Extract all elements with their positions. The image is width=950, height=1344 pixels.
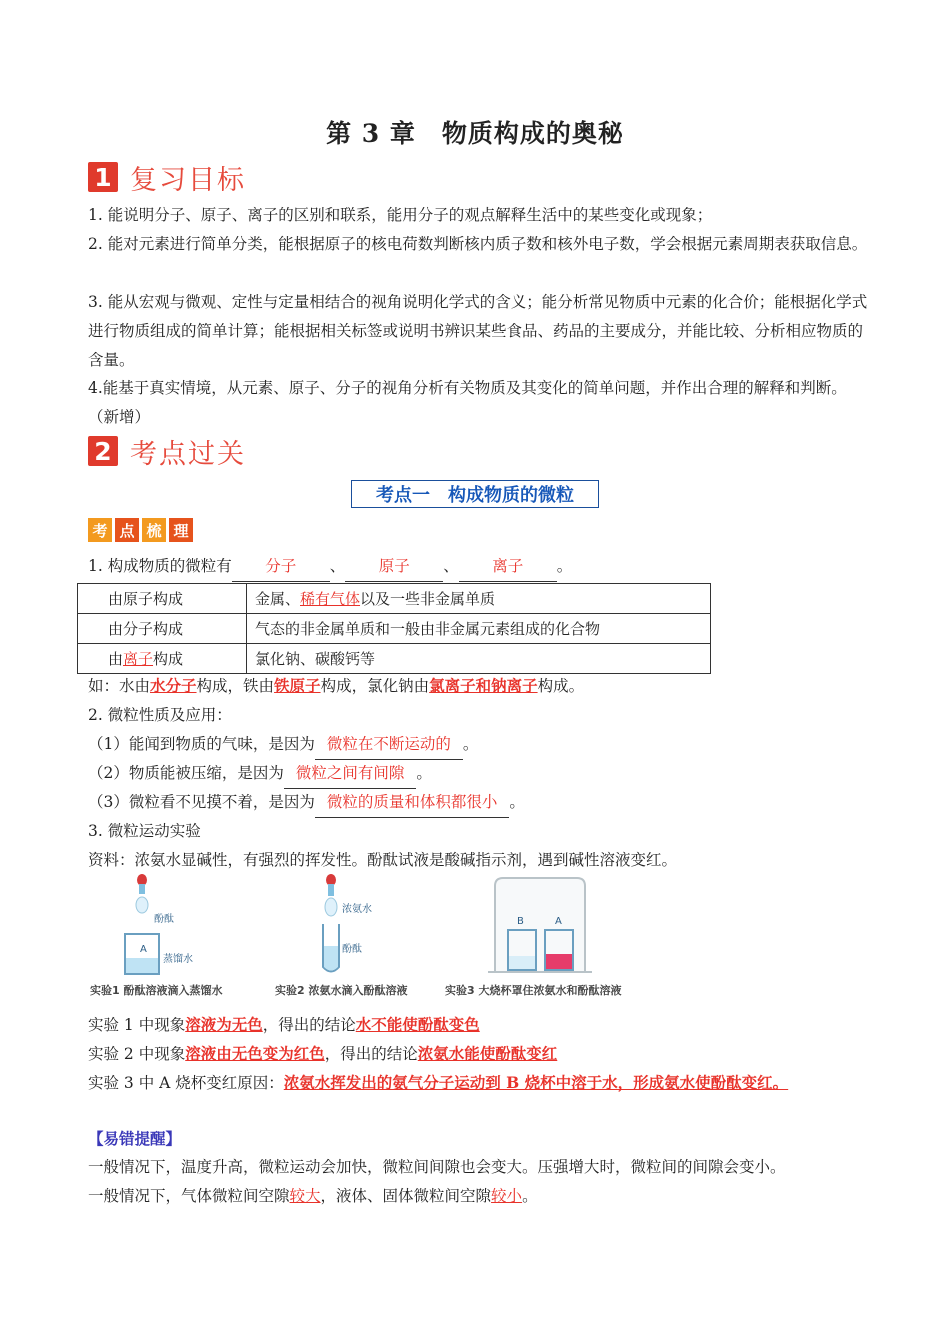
result-1: 实验 1 中现象溶液为无色，得出的结论水不能使酚酞变色 <box>88 1015 480 1034</box>
label-ammonia: 浓氨水 <box>342 904 372 915</box>
experiment-1-illustration <box>90 874 222 997</box>
tile: 考 <box>88 518 112 542</box>
question-2-item: （3）微粒看不见摸不着，是因为 微粒的质量和体积都很小 。 <box>88 788 868 818</box>
separator: 、 <box>443 557 459 575</box>
table-row <box>78 644 711 674</box>
label-phenolphthalein-2: 酚酞 <box>342 944 362 955</box>
experiment-2-illustration <box>275 874 407 997</box>
section-title: 复习目标 <box>130 164 246 196</box>
table-cell: 由离子构成 <box>78 644 247 674</box>
caption-3: 实验3 大烧杯罩住浓氨水和酚酞溶液 <box>445 984 622 997</box>
goal-item: 2. 能对元素进行简单分类，能根据原子的核电荷数判断核内质子数和核外电子数，学会根据元素周期表获取信息。 <box>88 235 868 253</box>
label-phenolphthalein: 酚酞 <box>154 914 174 925</box>
label-a: A <box>140 944 147 955</box>
section-number-badge: 1 <box>88 162 118 192</box>
question-2-item: （2）物质能被压缩，是因为 微粒之间有间隙 。 <box>88 759 868 789</box>
goal-item: 4.能基于真实情境，从元素、原子、分子的视角分析有关物质及其变化的简单问题，并作出合理的解释和判断。（新增） <box>88 379 847 426</box>
page-title: 第 3 章 物质构成的奥秘 <box>326 119 624 148</box>
question-2-title: 2. 微粒性质及应用： <box>88 706 232 724</box>
caption-1: 实验1 酚酞溶液滴入蒸馏水 <box>90 984 223 997</box>
separator: 、 <box>329 557 346 575</box>
answer-blank: 原子 <box>345 552 443 582</box>
tile: 点 <box>115 518 139 542</box>
section-header-goals <box>88 158 246 196</box>
question-1 <box>88 552 868 582</box>
answer-blank: 分子 <box>232 552 330 582</box>
section-number-badge: 2 <box>88 436 118 466</box>
table-cell: 由分子构成 <box>78 614 247 644</box>
reference-info: 资料：浓氨水显碱性，有强烈的挥发性。酚酞试液是酸碱指示剂，遇到碱性溶液变红。 <box>88 851 678 869</box>
result-3: 实验 3 中 A 烧杯变红原因：浓氨水挥发出的氨气分子运动到 B 烧杯中溶于水，形成氨水使酚酞变红。 <box>88 1073 789 1092</box>
end-punct: 。 <box>556 557 573 575</box>
goal-item: 3. 能从宏观与微观、定性与定量相结合的视角说明化学式的含义；能分析常见物质中元素的化合价；能根据化学式进行物质组成的简单计算；能根据相关标签或说明书辨识某些食品、药品的主要成分，并能比较、分析相应物质的含量。 <box>88 293 868 369</box>
question-3-title: 3. 微粒运动实验 <box>88 822 201 840</box>
table-cell: 金属、稀有气体以及一些非金属单质 <box>247 584 711 614</box>
kaodian-title-box: 考点一 构成物质的微粒 <box>351 480 599 508</box>
note-line: 一般情况下，气体微粒间空隙较大，液体、固体微粒间空隙较小。 <box>88 1187 538 1205</box>
table-cell: 氯化钠、碳酸钙等 <box>247 644 711 674</box>
example-line: 如：水由水分子构成，铁由铁原子构成，氯化钠由氯离子和钠离子构成。 <box>88 676 585 695</box>
kaodian-tiles <box>88 518 193 542</box>
composition-table <box>77 583 711 674</box>
table-row <box>78 584 711 614</box>
table-row <box>78 614 711 644</box>
label-a-3: A <box>555 916 562 927</box>
label-distilled-water: 蒸馏水 <box>163 954 193 965</box>
section-header-kaodian <box>88 432 246 470</box>
tile: 理 <box>169 518 193 542</box>
label-b: B <box>517 916 524 927</box>
question-2-item: （1）能闻到物质的气味，是因为 微粒在不断运动的 。 <box>88 730 868 760</box>
note-heading: 【易错提醒】 <box>88 1129 182 1148</box>
section-title: 考点过关 <box>130 438 246 470</box>
tile: 梳 <box>142 518 166 542</box>
caption-2: 实验2 浓氨水滴入酚酞溶液 <box>275 984 408 997</box>
table-cell: 气态的非金属单质和一般由非金属元素组成的化合物 <box>247 614 711 644</box>
note-line: 一般情况下，温度升高，微粒运动会加快，微粒间间隙也会变大。压强增大时，微粒间的间隙会变小。 <box>88 1158 786 1176</box>
question-text: 1. 构成物质的微粒有 <box>88 557 232 575</box>
goal-item: 1. 能说明分子、原子、离子的区别和联系，能用分子的观点解释生活中的某些变化或现象； <box>88 206 713 224</box>
result-2: 实验 2 中现象溶液由无色变为红色，得出的结论浓氨水能使酚酞变红 <box>88 1044 558 1063</box>
experiment-3-illustration <box>445 878 621 997</box>
experiment-figure <box>90 872 650 1002</box>
answer-blank: 离子 <box>459 552 557 582</box>
table-cell: 由原子构成 <box>78 584 247 614</box>
